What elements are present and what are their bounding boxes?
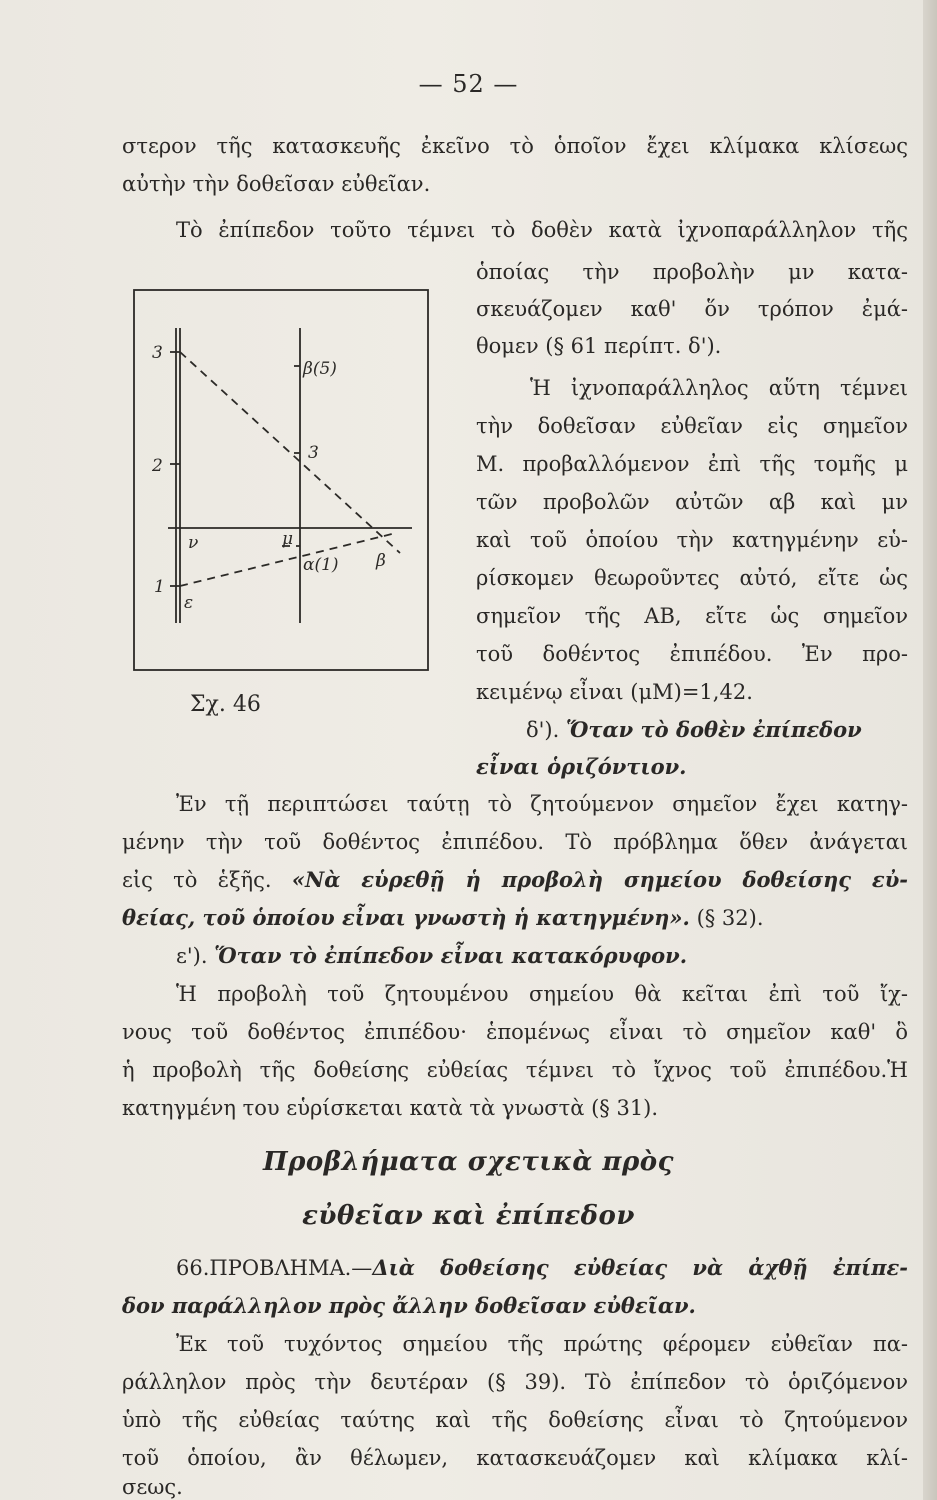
column-line: τῶν προβολῶν αὐτῶν αβ καὶ μν [476,490,908,514]
column-line: ὁποίας τὴν προβολὴν μν κατα- [476,260,908,284]
case-d-label: δ'). [526,718,560,742]
case-d-title-cont: εἶναι ὁριζόντιον. [476,754,687,779]
text-line: ἡ προβολὴ τῆς δοθείσης εὐθείας τέμνει τὸ ἴχνος τοῦ ἐπιπέδου.Ἡ [122,1058,908,1082]
text-line: στερον τῆς κατασκευῆς ἐκεῖνο τὸ ὁποῖον ἔχει κλίμακα κλίσεως [122,134,908,158]
text-line: Τὸ ἐπίπεδον τοῦτο τέμνει τὸ δοθὲν κατὰ ἰχνοπαράλληλον τῆς [176,218,908,242]
figure-caption: Σχ. 46 [190,692,261,717]
label-2: 2 [152,456,163,476]
dashed-line-upper [180,352,400,553]
case-e-label: ε'). [176,944,208,968]
text-line: ὑπὸ τῆς εὐθείας ταύτης καὶ τῆς δοθείσης εἶναι τὸ ζητούμενον [122,1408,908,1432]
case-d-heading [476,712,908,748]
figure-frame [134,290,428,670]
problem-title: Διὰ δοθείσης εὐθείας νὰ ἀχθῇ ἐπίπε- [372,1255,908,1280]
label-mu: μ [282,529,294,549]
text-line: Ἐκ τοῦ τυχόντος σημείου τῆς πρώτης φέρομεν εὐθεῖαν πα- [176,1332,908,1356]
column-line: Μ. προβαλλόμενον ἐπὶ τῆς τομῆς μ [476,452,908,476]
text-line: μένην τὴν τοῦ δοθέντος ἐπιπέδου. Τὸ πρόβλημα ὅθεν ἀνάγεται [122,830,908,854]
text-line: νους τοῦ δοθέντος ἐπιπέδου· ἑπομένως εἶναι τὸ σημεῖον καθ' ὃ [122,1020,908,1044]
section-heading-line-2: εὐθεῖαν καὶ ἐπίπεδον [302,1201,635,1231]
problem-number: 66.ΠΡΟΒΛΗΜΑ.— [176,1256,373,1280]
column-line: σκευάζομεν καθ' ὅν τρόπον ἐμά- [476,297,908,321]
column-line: καὶ τοῦ ὁποίου τὴν κατηγμένην εὑ- [476,528,908,552]
text-line: Ἐν τῇ περιπτώσει ταύτῃ τὸ ζητούμενον σημεῖον ἔχει κατηγ- [176,792,908,816]
problem-heading [122,1250,908,1286]
column-line: θομεν (§ 61 περίπτ. δ'). [476,334,722,358]
column-line: τοῦ δοθέντος ἐπιπέδου. Ἐν προ- [476,642,908,666]
column-line: ρίσκομεν θεωροῦντες αὐτό, εἴτε ὡς [476,566,908,590]
column-line: Ἡ ἰχνοπαράλληλος αὕτη τέμνει [530,376,908,400]
problem-title-cont: δον παράλληλον πρὸς ἄλλην δοθεῖσαν εὐθεῖαν. [122,1293,696,1318]
text-line: αὐτὴν τὴν δοθεῖσαν εὐθεῖαν. [122,172,431,196]
figure-46 [132,288,432,682]
section-heading-line-1: Προβλήματα σχετικὰ πρὸς [263,1147,674,1177]
case-e-heading [122,938,908,974]
label-3: 3 [152,343,163,363]
column-line: τὴν δοθεῖσαν εὐθεῖαν εἰς σημεῖον [476,414,908,438]
label-3-trace: 3 [308,443,319,463]
page-number: — 52 — [418,70,519,98]
column-line: κειμένῳ εἶναι (μΜ)=1,42. [476,680,753,704]
text-line: τοῦ ὁποίου, ἂν θέλωμεν, κατασκευάζομεν καὶ κλίμακα κλί- [122,1446,908,1470]
case-d-title: Ὅταν τὸ δοθὲν ἐπίπεδον [565,717,862,742]
text-line: ράλληλον πρὸς τὴν δευτέραν (§ 39). Τὸ ἐπίπεδον τὸ ὁριζόμενον [122,1370,908,1394]
case-e-title: Ὅταν τὸ ἐπίπεδον εἶναι κατακόρυφον. [214,943,688,968]
text-line: εἰς τὸ ἑξῆς. «Νὰ εὑρεθῇ ἡ προβολὴ σημείου δοθείσης εὐ- [122,867,908,892]
label-beta: β [376,551,386,571]
text-line: σεως. [122,1475,183,1499]
label-alpha-1: α(1) [303,555,339,575]
text-line: Ἡ προβολὴ τοῦ ζητουμένου σημείου θὰ κεῖται ἐπὶ τοῦ ἴχ- [176,982,908,1006]
figure-46-diagram [132,288,432,678]
text-line: θείας, τοῦ ὁποίου εἶναι γνωστὴ ἡ κατηγμένη». (§ 32). [122,905,764,930]
label-epsilon: ε [184,593,194,613]
column-line: σημεῖον τῆς ΑΒ, εἴτε ὡς σημεῖον [476,604,908,628]
label-nu: ν [188,533,199,553]
label-beta-5: β(5) [303,359,337,379]
page-edge [923,0,937,1500]
text-line: κατηγμένη του εὑρίσκεται κατὰ τὰ γνωστὰ (§ 31). [122,1096,659,1120]
label-1: 1 [154,577,165,597]
